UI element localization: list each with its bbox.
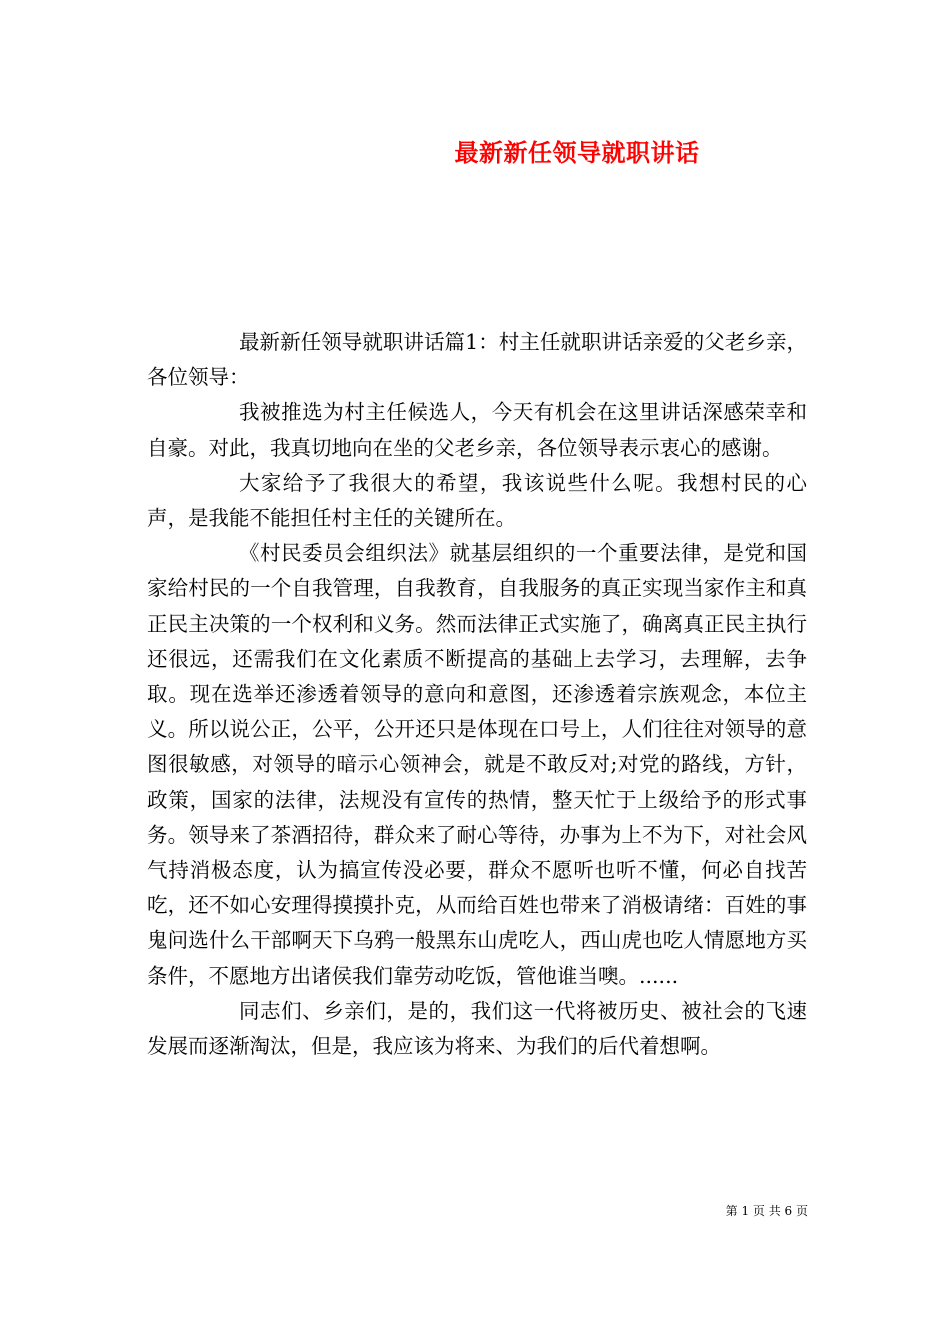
document-title: 最新新任领导就职讲话 <box>454 138 700 167</box>
paragraph: 《村民委员会组织法》就基层组织的一个重要法律，是党和国家给村民的一个自我管理，自我教育，自我服务的真正实现当家作主和真正民主决策的一个权利和义务。然而法律正式实施了，确离真正民主执行还很远，还需我们在文化素质不断提高的基础上去学习，去理解，去争取。现在选举还渗透着领导的意向和意图，还渗透着宗族观念，本位主义。所以说公正，公平，公开还只是体现在口号上，人们往往对领导的意图很敏感，对领导的暗示心领神会，就是不敢反对;对党的路线，方针，政策，国家的法律，法规没有宣传的热情，整天忙于上级给予的形式事务。领导来了茶酒招待，群众来了耐心等待，办事为上不为下，对社会风气持消极态度，认为搞宣传没必要，群众不愿听也听不懂，何必自找苦吃，还不如心安理得摸摸扑克，从而给百姓也带来了消极请绪：百姓的事鬼问选什么干部啊天下乌鸦一般黑东山虎吃人，西山虎也吃人情愿地方买条件，不愿地方出诸侯我们靠劳动吃饭，管他谁当噢。...... <box>147 541 807 988</box>
paragraph: 大家给予了我很大的希望，我该说些什么呢。我想村民的心声，是我能不能担任村主任的关键所在。 <box>147 470 807 531</box>
paragraph: 我被推选为村主任候选人，今天有机会在这里讲话深感荣幸和自豪。对此，我真切地向在坐的父老乡亲，各位领导表示衷心的感谢。 <box>147 400 807 460</box>
document-body <box>147 325 807 1064</box>
page-number-footer: 第 1 页 共 6 页 <box>725 1204 808 1218</box>
paragraph: 最新新任领导就职讲话篇1：村主任就职讲话亲爱的父老乡亲，各位领导： <box>147 330 807 390</box>
paragraph: 同志们、乡亲们，是的，我们这一代将被历史、被社会的飞速发展而逐渐淘汰，但是，我应该为将来、为我们的后代着想啊。 <box>147 998 807 1059</box>
